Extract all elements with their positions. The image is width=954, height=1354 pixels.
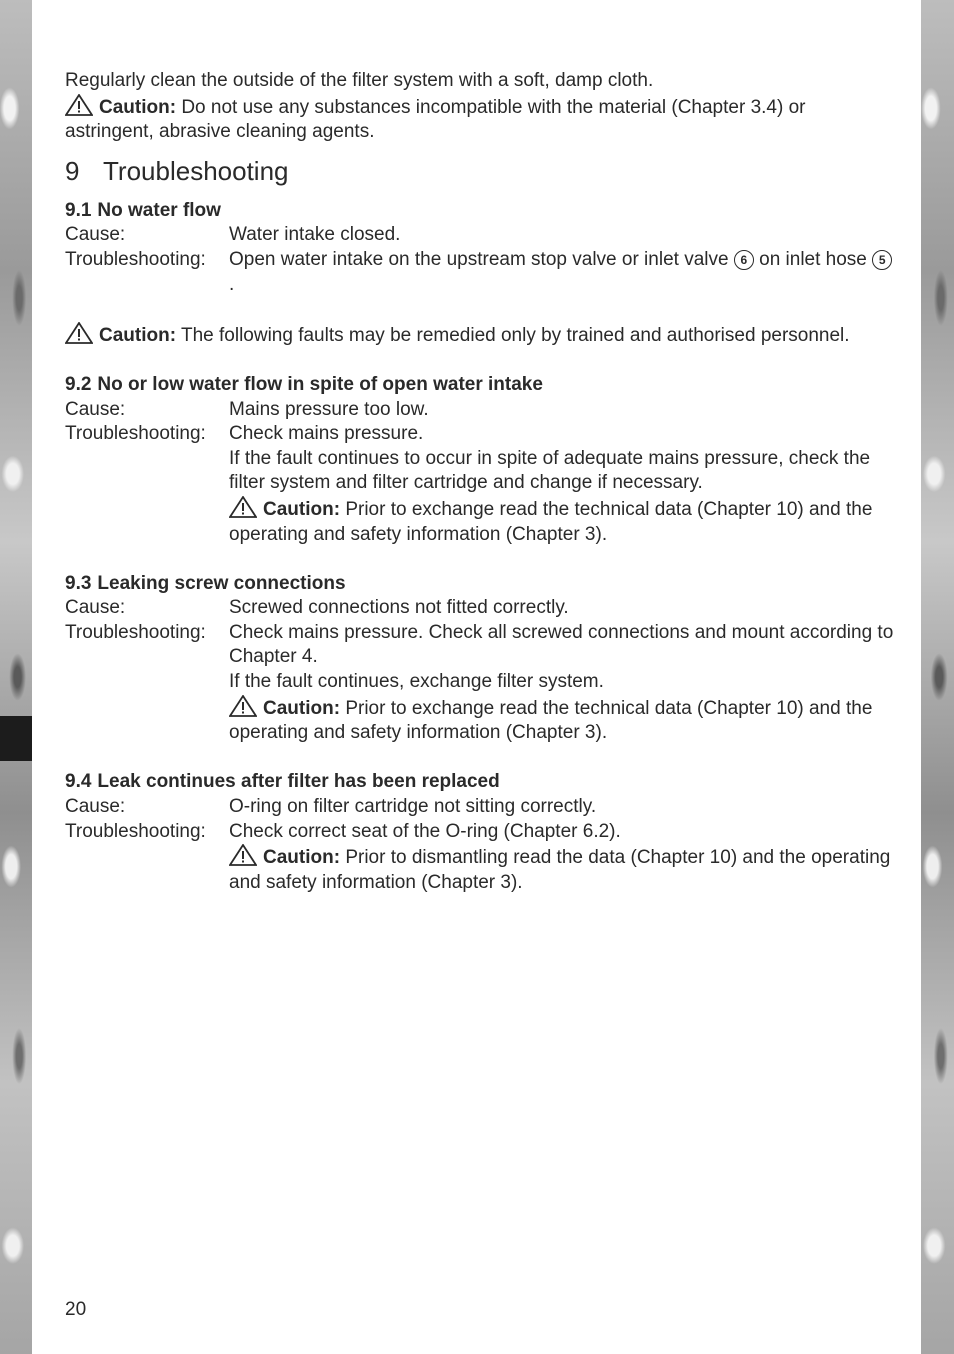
warning-icon [65, 322, 93, 344]
section-heading-9-3: 9.3 Leaking screw connections [65, 572, 346, 594]
cause-row: Cause: Mains pressure too low. [65, 398, 429, 420]
intro-text: Regularly clean the outside of the filter system with a soft, damp cloth. [65, 70, 654, 91]
warning-icon [65, 94, 93, 116]
section-caution: Caution: Prior to exchange read the technical data (Chapter 10) and the operating and safety information (Chapter 3). [229, 496, 895, 547]
cause-row: Cause: Screwed connections not fitted correctly. [65, 597, 569, 619]
cause-row: Cause: Water intake closed. [65, 224, 401, 246]
section-caution: Caution: Prior to dismantling read the data (Chapter 10) and the operating and safety information (Chapter 3). [229, 844, 895, 895]
warning-icon [229, 844, 257, 866]
troubleshooting-row: Troubleshooting: Check mains pressure. Check all screwed connections and mount according to Chapter 4. If the fault continues, exchange filter system. Caution: Prior to exchange read the technical data (Chapter 10) and the operating and safety information (Chapter 3). [65, 621, 895, 746]
chapter-heading: 9 Troubleshooting [65, 155, 289, 186]
troubleshooting-row: Troubleshooting: Check correct seat of the O-ring (Chapter 6.2). Caution: Prior to dismantling read the data (Chapter 10) and the operating and safety information (Chapter 3). [65, 820, 895, 896]
page-content [65, 69, 895, 895]
warning-icon [229, 496, 257, 518]
troubleshooting-row: Troubleshooting: Open water intake on the upstream stop valve or inlet valve 6 on inlet hose 5. [65, 248, 895, 297]
caution-label: Caution: [99, 96, 177, 118]
chapter-tab-marker [0, 716, 32, 761]
cause-row: Cause: O-ring on filter cartridge not sitting correctly. [65, 796, 597, 818]
reference-number-6: 6 [734, 250, 754, 270]
section-heading-9-4: 9.4 Leak continues after filter has been replaced [65, 771, 500, 793]
right-decorative-border [921, 0, 954, 1354]
left-decorative-border [0, 0, 32, 1354]
general-caution: Caution: The following faults may be remedied only by trained and authorised personnel. [65, 322, 895, 349]
section-caution: Caution: Prior to exchange read the technical data (Chapter 10) and the operating and safety information (Chapter 3). [229, 695, 895, 746]
section-heading-9-2: 9.2 No or low water flow in spite of open water intake [65, 373, 543, 395]
caution-text: Do not use any substances incompatible with the material (Chapter 3.4) or astringent, abrasive cleaning agents. [65, 96, 806, 143]
intro-caution [65, 94, 895, 145]
reference-number-5: 5 [872, 250, 892, 270]
troubleshooting-row: Troubleshooting: Check mains pressure. If the fault continues to occur in spite of adequate mains pressure, check the filter system and filter cartridge and change if necessary. Caution: Prior to exchange read the technical data (Chapter 10) and the operating and safety information (Chapter 3). [65, 422, 895, 547]
warning-icon [229, 695, 257, 717]
page-number: 20 [65, 1299, 87, 1320]
section-heading-9-1: 9.1 No water flow [65, 199, 221, 221]
